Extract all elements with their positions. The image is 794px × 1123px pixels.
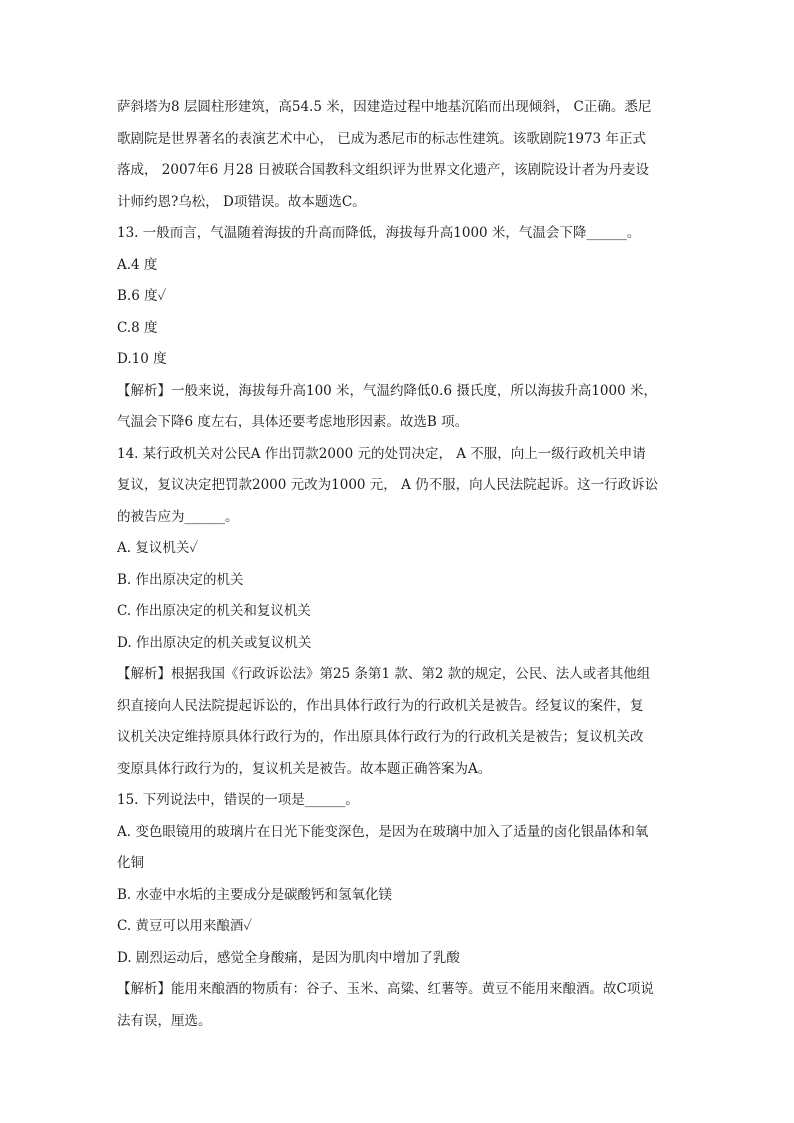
text-line: 歌剧院是世界著名的表演艺术中心， 已成为悉尼市的标志性建筑。该歌剧院1973 年正式 [117,130,646,147]
explanation: 【解析】根据我国《行政诉讼法》第25 条第1 款、第2 款的规定，公民、法人或者其他组 [117,666,651,682]
question-14: 复议，复议决定把罚款2000 元改为1000 元， A 仍不服，向人民法院起诉。这一行政诉讼 [117,477,659,493]
option-c: C.8 度 [117,319,158,336]
option-b: B. 作出原决定的机关 [117,571,244,588]
option-a-correct: A. 复议机关✓ [117,540,199,556]
explanation: 法有误，厘选。 [117,1012,212,1029]
option-b: B. 水壶中水垢的主要成分是碳酸钙和氢氧化镁 [117,886,393,903]
explanation: 气温会下降6 度左右，具体还要考虑地形因素。故选B 项。 [117,414,469,430]
question-13: 13. 一般而言，气温随着海拔的升高而降低，海拔每升高1000 米，气温会下降______。 [117,225,641,241]
option-c-correct: C. 黄豆可以用来酿酒✓ [117,918,253,934]
option-a: A.4 度 [117,256,158,273]
option-d: D. 作出原决定的机关或复议机关 [117,634,312,651]
option-c: C. 作出原决定的机关和复议机关 [117,603,311,619]
document-page [117,92,682,1037]
option-a: A. 变色眼镜用的玻璃片在日光下能变深色，是因为在玻璃中加入了适量的卤化银晶体和氧 [117,823,649,840]
question-15: 15. 下列说法中，错误的一项是______。 [117,792,359,808]
question-14: 的被告应为______。 [117,508,239,525]
explanation: 议机关决定维持原具体行政行为的，作出原具体行政行为的行政机关是被告；复议机关改 [117,729,644,745]
question-14: 14. 某行政机关对公民A 作出罚款2000 元的处罚决定， A 不服，向上一级行政机关申请 [117,445,646,462]
option-b-correct: B.6 度✓ [117,288,167,304]
text-line: 萨斜塔为8 层圆柱形建筑，高54.5 米，因建造过程中地基沉陷而出现倾斜， C正确。悉尼 [117,99,652,115]
explanation: 【解析】能用来酿酒的物质有：谷子、玉米、高粱、红薯等。黄豆不能用来酿酒。故C项说 [117,981,654,997]
text-line: 计师约恩?乌松， D项错误。故本题选C。 [117,193,366,210]
text-line: 落成， 2007年6 月28 日被联合国教科文组织评为世界文化遗产，该剧院设计者为丹麦设 [117,162,649,178]
option-d: D. 剧烈运动后，感觉全身酸痛，是因为肌肉中增加了乳酸 [117,949,460,966]
explanation: 织直接向人民法院提起诉讼的，作出具体行政行为的行政机关是被告。经复议的案件，复 [117,697,644,714]
explanation: 【解析】一般来说，海拔每升高100 米，气温约降低0.6 摄氏度，所以海拔升高1000 米， [117,382,657,399]
option-d: D.10 度 [117,351,167,367]
option-a: 化铜 [117,855,144,871]
explanation: 变原具体行政行为的，复议机关是被告。故本题正确答案为A。 [117,760,492,777]
